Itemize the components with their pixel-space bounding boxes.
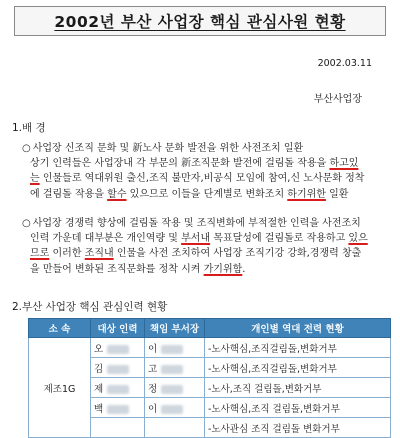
person-cell: 김 — [91, 358, 145, 378]
paragraph-line — [22, 262, 386, 277]
text-run: 사업장 경쟁력 향상에 걸림돌 작용 및 조직변화에 부적절한 인력을 사전조치 — [32, 218, 361, 229]
header-person: 대상 인력 — [91, 319, 145, 338]
manager-cell: 정 — [145, 378, 205, 398]
manager-cell: 이 — [145, 398, 205, 418]
redaction-blur — [107, 365, 129, 374]
text-run: 일환 — [325, 188, 349, 200]
paragraph-line — [22, 156, 386, 171]
text-run: 상기 인력들은 사업장내 각 부문의 新조직문화 발전에 걸림돌 작용을 — [30, 158, 330, 170]
red-underlined-text: 는 — [30, 173, 40, 185]
manager-cell: 이 — [145, 338, 205, 358]
header-history: 개인별 역대 전력 현황 — [205, 319, 391, 338]
redaction-blur — [107, 345, 129, 354]
background-paragraph-2 — [22, 216, 386, 277]
person-cell — [91, 418, 145, 438]
text-run: 인력 가운데 대부분은 개인역량 및 — [30, 233, 182, 245]
section1-heading: 1.배 경 — [12, 122, 46, 134]
table-header-row — [29, 319, 391, 338]
text-run: 목표달성에 걸림돌로 작용하고 — [210, 233, 349, 245]
header-dept: 소 속 — [29, 319, 91, 338]
text-run: 인물을 사전 조치하여 사업장 조직기강 강화,경쟁력 창출 — [113, 248, 362, 260]
redaction-blur — [161, 405, 183, 414]
person-cell: 오 — [91, 338, 145, 358]
paragraph-line — [22, 187, 386, 202]
text-run: 에 걸림돌 작용을 — [30, 188, 108, 200]
table-row — [29, 338, 391, 358]
red-underlined-text: 가기위함 — [203, 263, 243, 275]
bullet-mark: ○ — [22, 143, 31, 154]
red-underlined-text: 하고있 — [329, 158, 359, 170]
history-cell: -노사핵심,조직걸림돌,변화거부 — [205, 338, 391, 358]
red-underlined-text: 조직내 — [84, 248, 114, 260]
text-run: 이러한 — [49, 248, 85, 260]
history-cell: -노사핵심,조직 걸림돌,변화거부 — [205, 398, 391, 418]
header-manager: 책임 부서장 — [145, 319, 205, 338]
text-run: 을 만들어 변화된 조직문화를 정착 시켜 — [30, 263, 204, 275]
red-underlined-text: 있으 — [348, 233, 368, 245]
paragraph-line — [22, 216, 386, 231]
person-cell: 백 — [91, 398, 145, 418]
paragraph-line — [22, 246, 386, 261]
interest-staff-table — [28, 318, 391, 438]
redaction-blur — [161, 345, 183, 354]
red-underlined-text: 할수 — [107, 188, 127, 200]
organization-name: 부산사업장 — [313, 94, 362, 105]
title-box — [14, 6, 386, 36]
paragraph-line — [22, 141, 386, 156]
text-run: 인물들로 역대위원 출신,조직 불만자,비공식 모임에 참여,신 노사문화 정착 — [39, 173, 365, 185]
text-run: 있으므로 이들을 단계별로 변화조치 — [126, 188, 288, 200]
redaction-blur — [161, 385, 183, 394]
red-underlined-text: 므로 — [30, 248, 50, 260]
history-cell: -노사관심 조직 걸림돌 변화거부 — [205, 418, 391, 438]
paragraph-line — [22, 171, 386, 186]
document-title: 2002년 부산 사업장 핵심 관심사원 현황 — [54, 13, 346, 31]
document-date: 2002.03.11 — [317, 58, 372, 69]
redaction-blur — [107, 405, 129, 414]
dept-cell: 제조1G — [29, 338, 91, 438]
manager-cell: 고 — [145, 358, 205, 378]
text-run: . — [242, 263, 246, 275]
redaction-blur — [107, 385, 129, 394]
background-paragraph-1 — [22, 141, 386, 202]
redaction-blur — [161, 365, 183, 374]
manager-cell — [145, 418, 205, 438]
bullet-mark: ○ — [22, 218, 31, 229]
text-run: 사업장 신조직 문화 및 新노사 문화 발전을 위한 사전조치 일환 — [32, 143, 304, 154]
history-cell: -노사,조직 걸림돌,변화거부 — [205, 378, 391, 398]
history-cell: -노사핵심,조직걸림돌,변화거부 — [205, 358, 391, 378]
red-underlined-text: 부서내 — [181, 233, 211, 245]
section2-heading: 2.부산 사업장 핵심 관심인력 현황 — [12, 301, 168, 313]
red-underlined-text: 하기위한 — [287, 188, 326, 200]
paragraph-line — [22, 231, 386, 246]
person-cell: 제 — [91, 378, 145, 398]
